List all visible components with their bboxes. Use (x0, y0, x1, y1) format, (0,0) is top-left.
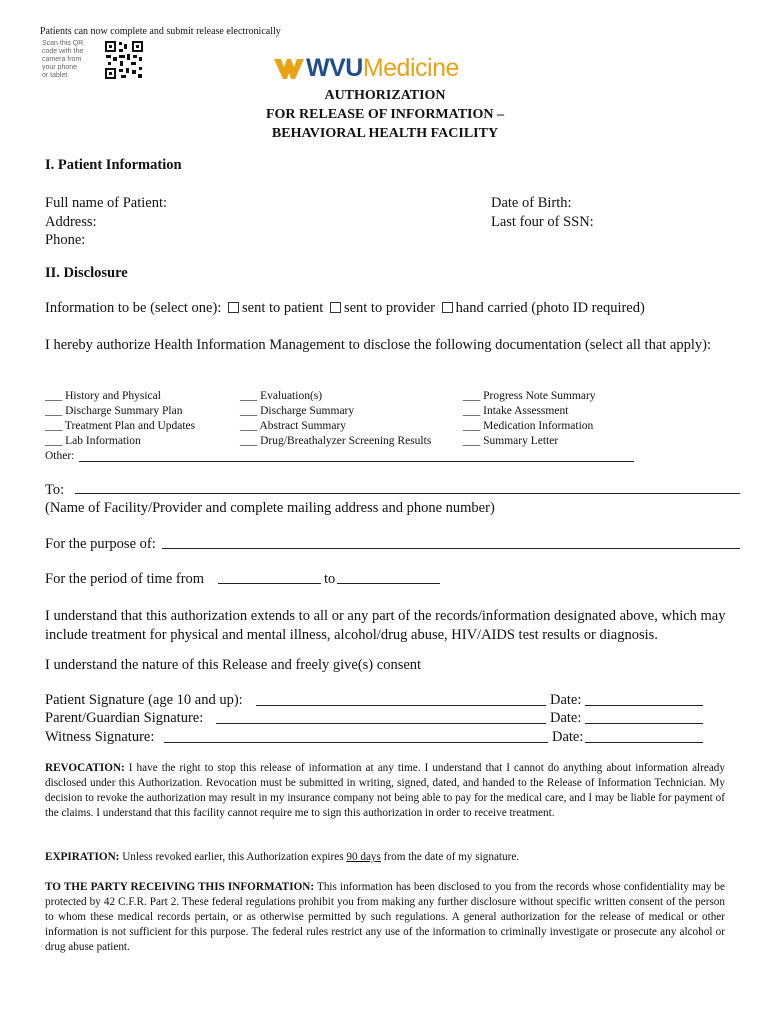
patient-signature-line[interactable] (256, 705, 546, 706)
patient-signature-label: Patient Signature (age 10 and up): (45, 692, 243, 708)
guardian-date-label: Date: (550, 710, 582, 726)
expiration-days: 90 days (346, 851, 381, 863)
doc-item-discharge-summary-plan[interactable]: ___ Discharge Summary Plan (45, 405, 183, 417)
qr-instructions (42, 40, 94, 80)
qr-line: your phone (42, 64, 78, 71)
sent-to-provider-label: sent to provider (343, 300, 435, 316)
hand-carried-label: hand carried (photo ID required) (455, 300, 645, 316)
sent-to-patient-label: sent to patient (241, 300, 324, 316)
patient-date-line[interactable] (585, 705, 703, 706)
doc-item-progress-note[interactable]: ___ Progress Note Summary (463, 390, 596, 402)
doc-item-lab-information[interactable]: ___ Lab Information (45, 435, 141, 447)
purpose-input-line[interactable] (162, 548, 740, 549)
guardian-signature-line[interactable] (216, 723, 546, 724)
patient-date-label: Date: (550, 692, 582, 708)
qr-line: or tablet (42, 72, 68, 79)
to-input-line[interactable] (75, 493, 740, 494)
hand-carried-checkbox[interactable] (442, 302, 453, 313)
receiving-party-paragraph (45, 880, 725, 955)
title-line: AUTHORIZATION (324, 88, 446, 103)
ssn-label[interactable]: Last four of SSN: (491, 213, 594, 230)
receiving-text: This information has been disclosed to you from the records whose confidentiality may be protected by 42 C.F.R. Part 2. These federal regulations prohibit you from making any further disclosure without specific written consent of the person to whom these medical records pertain, or as otherwise permitted by such regulations. A general authorization for the release of medical or other information is not sufficient for this purpose. The federal rules restrict any use of the information to criminally investigate or prosecute any alcohol or drug abuse patient. (45, 881, 725, 953)
doc-item-evaluations[interactable]: ___ Evaluation(s) (240, 390, 323, 402)
witness-date-line[interactable] (585, 742, 703, 743)
title-line: BEHAVIORAL HEALTH FACILITY (271, 126, 499, 141)
doc-item-history-physical[interactable]: ___ History and Physical (45, 390, 161, 402)
guardian-signature-label: Parent/Guardian Signature: (45, 710, 204, 726)
patient-info-right (491, 194, 594, 231)
phone-label[interactable]: Phone: (45, 232, 86, 248)
expiration-post: from the date of my signature. (380, 851, 520, 863)
authorize-statement: I hereby authorize Health Information Management to disclose the following documentation (select all that apply): (45, 337, 711, 353)
to-hint: (Name of Facility/Provider and complete mailing address and phone number) (45, 500, 495, 516)
doc-item-summary-letter[interactable]: ___ Summary Letter (463, 435, 559, 447)
doc-column-2 (240, 389, 431, 449)
form-title (0, 86, 770, 143)
period-to-label: to (324, 571, 336, 587)
flying-wv-icon (274, 57, 304, 81)
logo-wvu: WVU (306, 54, 363, 82)
section-disclosure-heading: II. Disclosure (45, 265, 128, 281)
revocation-label: REVOCATION: (45, 762, 125, 774)
doc-item-intake-assessment[interactable]: ___ Intake Assessment (463, 405, 569, 417)
doc-item-medication-info[interactable]: ___ Medication Information (463, 420, 594, 432)
qr-code[interactable] (104, 40, 144, 80)
doc-column-1 (45, 389, 195, 449)
witness-signature-line[interactable] (164, 742, 548, 743)
witness-date-label: Date: (552, 729, 584, 745)
period-from-input-line[interactable] (218, 583, 321, 584)
other-input-line[interactable] (79, 461, 634, 462)
electronic-release-note: Patients can now complete and submit release electronically (40, 26, 281, 37)
receiving-label: TO THE PARTY RECEIVING THIS INFORMATION: (45, 881, 315, 893)
expiration-pre: Unless revoked earlier, this Authorization expires (119, 851, 347, 863)
patient-info-left (45, 194, 167, 250)
other-label: Other: (45, 450, 75, 462)
doc-item-discharge-summary[interactable]: ___ Discharge Summary (240, 405, 355, 417)
witness-signature-label: Witness Signature: (45, 729, 155, 745)
expiration-paragraph (45, 850, 725, 865)
scope-statement: I understand that this authorization extends to all or any part of the records/information designated above, which may include treatment for physical and mental illness, alcohol/drug abuse, HIV/AIDS test results or diagnosis. (45, 608, 726, 643)
doc-item-abstract-summary[interactable]: ___ Abstract Summary (240, 420, 347, 432)
dob-label[interactable]: Date of Birth: (491, 195, 572, 211)
delivery-method-row (45, 300, 645, 317)
qr-line: Scan this QR (42, 40, 84, 47)
doc-column-3 (463, 389, 596, 449)
address-label[interactable]: Address: (45, 213, 97, 230)
to-label: To: (45, 482, 65, 498)
revocation-text: I have the right to stop this release of information at any time. I understand that I cannot do anything about information already disclosed under this Authorization. Revocation must be submitted in writing, signed, dated, and handed to the Release of Information Technician. My decision to revoke the authorization may result in my insurance company not being able to pay for the medical care, and I may be liable for payment of the claims. I understand that this facility cannot require me to sign this authorization in order to receive treatment. (45, 762, 725, 819)
period-label: For the period of time from (45, 571, 205, 587)
qr-line: code with the (42, 48, 84, 55)
section-patient-info-heading: I. Patient Information (45, 157, 182, 173)
expiration-label: EXPIRATION: (45, 851, 120, 863)
period-to-input-line[interactable] (337, 583, 440, 584)
sent-to-provider-checkbox[interactable] (330, 302, 341, 313)
revocation-paragraph (45, 761, 725, 821)
doc-item-treatment-plan[interactable]: ___ Treatment Plan and Updates (45, 420, 196, 432)
title-line: FOR RELEASE OF INFORMATION – (265, 107, 504, 122)
sent-to-patient-checkbox[interactable] (228, 302, 239, 313)
full-name-label[interactable]: Full name of Patient: (45, 195, 168, 211)
guardian-date-line[interactable] (585, 723, 703, 724)
consent-statement: I understand the nature of this Release and freely give(s) consent (45, 657, 422, 673)
delivery-method-label: Information to be (select one): (45, 300, 222, 316)
logo-medicine: Medicine (362, 54, 459, 82)
doc-item-drug-screening[interactable]: ___ Drug/Breathalyzer Screening Results (240, 435, 432, 447)
qr-line: camera from (42, 56, 82, 63)
purpose-label: For the purpose of: (45, 536, 156, 552)
